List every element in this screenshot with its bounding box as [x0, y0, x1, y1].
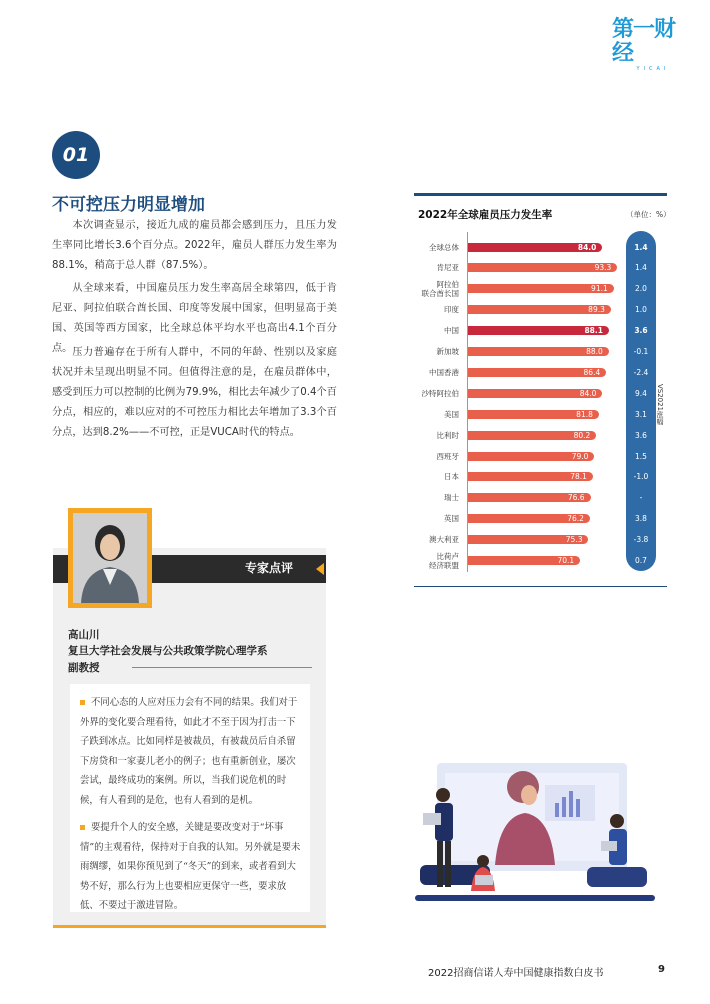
change-value: 1.0: [635, 305, 647, 315]
expert-quote-1: 不同心态的人应对压力会有不同的结果。我们对于外界的变化要合理看待，如此才不至于因为打击一下子跌到冰点。比如同样是被裁员，有被裁员后自杀留下房贷和一家妻儿老小的例子；也有重新创业，屡次尝试，最终成功的案例。所以，当我们说危机的时候，有人看到的是危，也有人看到的是机。: [80, 697, 298, 806]
change-value: 1.4: [634, 242, 648, 252]
category-label-line: 经济联盟: [429, 560, 459, 570]
category-label-line: 日本: [444, 472, 459, 482]
caret-icon: [316, 563, 324, 575]
category-label-line: 瑞士: [444, 493, 459, 503]
category-label-line: 比荷卢: [436, 551, 459, 561]
paragraph-3: 压力普遍存在于所有人群中，不同的年龄、性别以及家庭状况并未呈现出明显不同。但值得注意的是，在雇员群体中，感受到压力可以控制的比例为79.9%，相比去年减少了0.4个百分点，相应的，难以应对的不可控压力相比去年增加了3.3个百分点，达到8.2%——不可控，正是VUCA时代的特点。: [52, 347, 337, 438]
category-label: [412, 410, 459, 419]
change-value: 3.6: [634, 326, 648, 336]
change-value: 0.7: [635, 556, 647, 565]
bar-value-label: 76.6: [567, 493, 585, 503]
category-label-line: 澳大利亚: [429, 535, 459, 545]
change-value: -1.0: [633, 472, 649, 482]
bar-value-label: 70.1: [557, 556, 575, 565]
category-label: [412, 452, 459, 461]
category-label-line: 全球总体: [429, 242, 459, 252]
category-label-line: 西班牙: [436, 451, 459, 461]
category-label-line: 肯尼亚: [436, 263, 459, 273]
bar-value-label: 84.0: [579, 388, 597, 398]
bar-value-label: 93.3: [594, 263, 612, 273]
change-value: 9.4: [635, 388, 647, 398]
change-value: -2.4: [633, 367, 649, 377]
category-label-line: 比利时: [436, 430, 459, 440]
expert-photo: [73, 513, 147, 603]
bar-value-label: 75.3: [565, 535, 583, 545]
chart-unit: （单位：%）: [626, 210, 671, 219]
category-label: [412, 263, 459, 272]
office-illustration: [405, 755, 665, 915]
change-value: -3.8: [633, 535, 649, 545]
brand-logo: [612, 17, 694, 72]
logo-text: 第一财经: [612, 17, 676, 66]
logo-subtext: YICAI: [636, 66, 670, 72]
expert-card-bottom-rule: [53, 925, 326, 928]
change-value: 1.4: [635, 263, 647, 273]
category-label-line: 中国: [444, 326, 459, 336]
bar-value-label: 86.4: [583, 367, 601, 377]
bar-value-label: 76.2: [567, 514, 584, 524]
category-label: [412, 535, 459, 544]
category-label: [412, 368, 459, 377]
change-value: 3.1: [635, 409, 647, 419]
category-label-line: 印度: [444, 305, 459, 315]
change-column-label: VS2021涨幅: [656, 384, 664, 426]
bar-value-label: 80.2: [573, 430, 591, 440]
category-label-line: 联合酋长国: [421, 288, 459, 298]
change-value: 3.8: [635, 514, 647, 524]
expert-title: 副教授: [68, 662, 100, 674]
category-label: [412, 472, 459, 481]
category-label-line: 英国: [444, 514, 459, 524]
change-value: -: [639, 493, 643, 503]
category-label: [412, 552, 459, 570]
change-value: 1.5: [635, 451, 647, 461]
category-label: [412, 305, 459, 314]
paragraph-1: 本次调查显示，接近九成的雇员都会感到压力，且压力发生率同比增长3.6个百分点。2022年，雇员人群压力发生率为88.1%，稍高于总人群（87.5%）。: [52, 220, 337, 271]
paragraph-2: 从全球来看，中国雇员压力发生率高居全球第四，低于肯尼亚、阿拉伯联合酋长国、印度等发展中国家，但明显高于美国、英国等西方国家，比全球总体平均水平也高出4.1个百分点。: [52, 283, 337, 354]
category-label: [412, 389, 459, 398]
bar-value-label: 89.3: [588, 305, 605, 315]
bullet-icon: [80, 825, 85, 830]
name-divider: [132, 667, 312, 668]
chart-title: 2022年全球雇员压力发生率: [418, 209, 553, 221]
category-label-line: 美国: [444, 409, 459, 419]
category-label: [412, 326, 459, 335]
bar-value-label: 88.1: [584, 326, 603, 336]
category-label-line: 阿拉伯: [436, 279, 459, 289]
category-label: [412, 514, 459, 523]
chart-top-rule: [414, 193, 667, 196]
expert-quote-2: 要提升个人的安全感，关键是要改变对于“坏事情”的主观看待，保持对于自我的认知。另外就是要未雨绸缪，如果你预见到了“冬天”的到来，或者看到大势不好，那么行为上也要相应更保守一些，要求放低、不要过于激进冒险。: [80, 822, 301, 911]
change-value: 2.0: [635, 284, 647, 294]
category-label-line: 中国香港: [429, 367, 459, 377]
change-value: 3.6: [635, 430, 647, 440]
bar-value-label: 79.0: [571, 451, 589, 461]
expert-label: 专家点评: [245, 561, 294, 575]
bar-value-label: 88.0: [586, 347, 603, 356]
bar-value-label: 78.1: [570, 472, 587, 482]
bar-value-label: 84.0: [577, 242, 597, 252]
expert-name: 高山川: [68, 629, 100, 641]
section-title: 不可控压力明显增加: [52, 195, 205, 215]
bar-value-label: 81.8: [576, 409, 593, 419]
category-label: [412, 280, 459, 298]
bullet-icon: [80, 700, 85, 705]
category-label: [412, 347, 459, 356]
category-label: [412, 493, 459, 502]
change-value: -0.1: [633, 347, 649, 356]
category-label-line: 新加坡: [436, 347, 459, 356]
footer-title: 2022招商信诺人寿中国健康指数白皮书: [428, 968, 604, 979]
chart-bottom-rule: [414, 586, 667, 587]
category-label: [412, 243, 459, 252]
category-label: [412, 431, 459, 440]
expert-affiliation: 复旦大学社会发展与公共政策学院心理学系: [68, 645, 268, 657]
page-number: 9: [658, 964, 665, 975]
category-label-line: 沙特阿拉伯: [421, 388, 459, 398]
bar-value-label: 91.1: [591, 284, 608, 294]
section-number-badge: 01: [52, 131, 100, 179]
